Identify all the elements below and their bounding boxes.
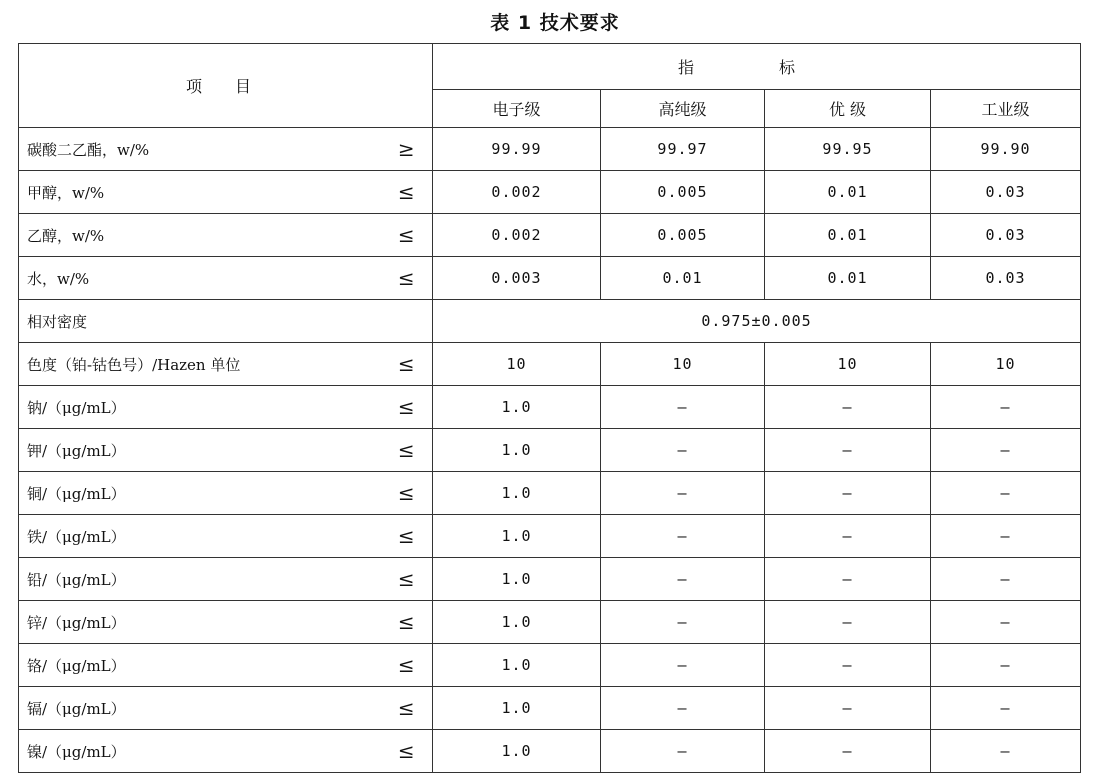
row-item-label: 铅/（μg/mL） — [19, 558, 381, 601]
value-electronic: 1.0 — [433, 515, 601, 558]
value-superior: 99.95 — [765, 128, 931, 171]
value-superior: 0.01 — [765, 214, 931, 257]
value-high-purity: — — [601, 644, 765, 687]
table-caption: 表 1 技术要求 — [490, 12, 620, 34]
row-item-label: 镉/（μg/mL） — [19, 687, 381, 730]
value-superior: — — [765, 429, 931, 472]
value-superior: 0.01 — [765, 257, 931, 300]
row-item-label: 水，w/% — [19, 257, 381, 300]
value-industrial: 0.03 — [931, 171, 1081, 214]
value-high-purity: — — [601, 730, 765, 773]
table-row — [19, 472, 1081, 515]
table-row — [19, 558, 1081, 601]
grade-header-superior: 优 级 — [765, 90, 931, 128]
value-high-purity: — — [601, 558, 765, 601]
table-row — [19, 300, 1081, 343]
value-electronic: 1.0 — [433, 429, 601, 472]
row-comparator: ≤ — [381, 558, 433, 601]
row-item-label: 锌/（μg/mL） — [19, 601, 381, 644]
table-row — [19, 515, 1081, 558]
row-item-label: 钾/（μg/mL） — [19, 429, 381, 472]
row-item-label: 铜/（μg/mL） — [19, 472, 381, 515]
value-electronic: 1.0 — [433, 687, 601, 730]
row-item-label: 色度（铂-钴色号）/Hazen 单位 — [19, 343, 381, 386]
row-item-label: 碳酸二乙酯，w/% — [19, 128, 381, 171]
value-industrial: 0.03 — [931, 257, 1081, 300]
row-comparator: ≤ — [381, 515, 433, 558]
value-electronic: 10 — [433, 343, 601, 386]
value-high-purity: — — [601, 386, 765, 429]
value-electronic: 0.002 — [433, 171, 601, 214]
value-high-purity: 0.005 — [601, 171, 765, 214]
index-column-header: 指 标 — [433, 44, 1081, 90]
row-comparator: ≤ — [381, 343, 433, 386]
value-electronic: 99.99 — [433, 128, 601, 171]
value-electronic: 1.0 — [433, 730, 601, 773]
grade-header-electronic: 电子级 — [433, 90, 601, 128]
value-high-purity: — — [601, 472, 765, 515]
row-comparator: ≤ — [381, 730, 433, 773]
row-comparator: ≤ — [381, 429, 433, 472]
value-high-purity: 99.97 — [601, 128, 765, 171]
value-high-purity: — — [601, 687, 765, 730]
value-superior: — — [765, 558, 931, 601]
row-item-label: 镍/（μg/mL） — [19, 730, 381, 773]
value-industrial: 10 — [931, 343, 1081, 386]
value-superior: 10 — [765, 343, 931, 386]
value-industrial: — — [931, 601, 1081, 644]
table-row — [19, 730, 1081, 773]
item-column-header: 项 目 — [19, 44, 433, 128]
table-row — [19, 214, 1081, 257]
value-industrial: — — [931, 515, 1081, 558]
grade-header-high-purity: 高纯级 — [601, 90, 765, 128]
value-electronic: 1.0 — [433, 558, 601, 601]
value-high-purity: 10 — [601, 343, 765, 386]
value-industrial: — — [931, 644, 1081, 687]
value-superior: — — [765, 644, 931, 687]
value-superior: — — [765, 472, 931, 515]
row-comparator: ≤ — [381, 257, 433, 300]
table-row — [19, 128, 1081, 171]
value-superior: — — [765, 515, 931, 558]
row-comparator: ≤ — [381, 687, 433, 730]
value-industrial: 0.03 — [931, 214, 1081, 257]
value-high-purity: — — [601, 515, 765, 558]
row-comparator: ≤ — [381, 601, 433, 644]
value-industrial: — — [931, 429, 1081, 472]
value-high-purity: 0.005 — [601, 214, 765, 257]
row-comparator: ≤ — [381, 644, 433, 687]
value-industrial: — — [931, 687, 1081, 730]
row-item-label: 相对密度 — [19, 300, 433, 343]
value-electronic: 1.0 — [433, 601, 601, 644]
row-item-label: 铬/（μg/mL） — [19, 644, 381, 687]
value-high-purity: — — [601, 601, 765, 644]
row-comparator: ≤ — [381, 386, 433, 429]
value-electronic: 0.003 — [433, 257, 601, 300]
row-comparator: ≤ — [381, 472, 433, 515]
technical-requirements-table — [18, 43, 1081, 773]
value-superior: — — [765, 386, 931, 429]
row-item-label: 钠/（μg/mL） — [19, 386, 381, 429]
grade-header-industrial: 工业级 — [931, 90, 1081, 128]
value-electronic: 1.0 — [433, 644, 601, 687]
value-high-purity: — — [601, 429, 765, 472]
value-industrial: — — [931, 558, 1081, 601]
row-comparator: ≤ — [381, 214, 433, 257]
row-item-label: 乙醇，w/% — [19, 214, 381, 257]
value-superior: 0.01 — [765, 171, 931, 214]
table-row — [19, 386, 1081, 429]
table-row — [19, 171, 1081, 214]
value-electronic: 1.0 — [433, 386, 601, 429]
value-industrial: — — [931, 730, 1081, 773]
row-comparator: ≤ — [381, 171, 433, 214]
value-high-purity: 0.01 — [601, 257, 765, 300]
value-industrial: 99.90 — [931, 128, 1081, 171]
value-superior: — — [765, 730, 931, 773]
table-row — [19, 644, 1081, 687]
row-item-label: 铁/（μg/mL） — [19, 515, 381, 558]
table-row — [19, 601, 1081, 644]
row-merged-value: 0.975±0.005 — [433, 300, 1081, 343]
table-row — [19, 343, 1081, 386]
table-body — [19, 128, 1081, 773]
table-row — [19, 429, 1081, 472]
row-comparator: ≥ — [381, 128, 433, 171]
value-electronic: 0.002 — [433, 214, 601, 257]
table-row — [19, 257, 1081, 300]
value-industrial: — — [931, 386, 1081, 429]
value-superior: — — [765, 601, 931, 644]
value-superior: — — [765, 687, 931, 730]
value-industrial: — — [931, 472, 1081, 515]
row-item-label: 甲醇，w/% — [19, 171, 381, 214]
value-electronic: 1.0 — [433, 472, 601, 515]
table-row — [19, 687, 1081, 730]
